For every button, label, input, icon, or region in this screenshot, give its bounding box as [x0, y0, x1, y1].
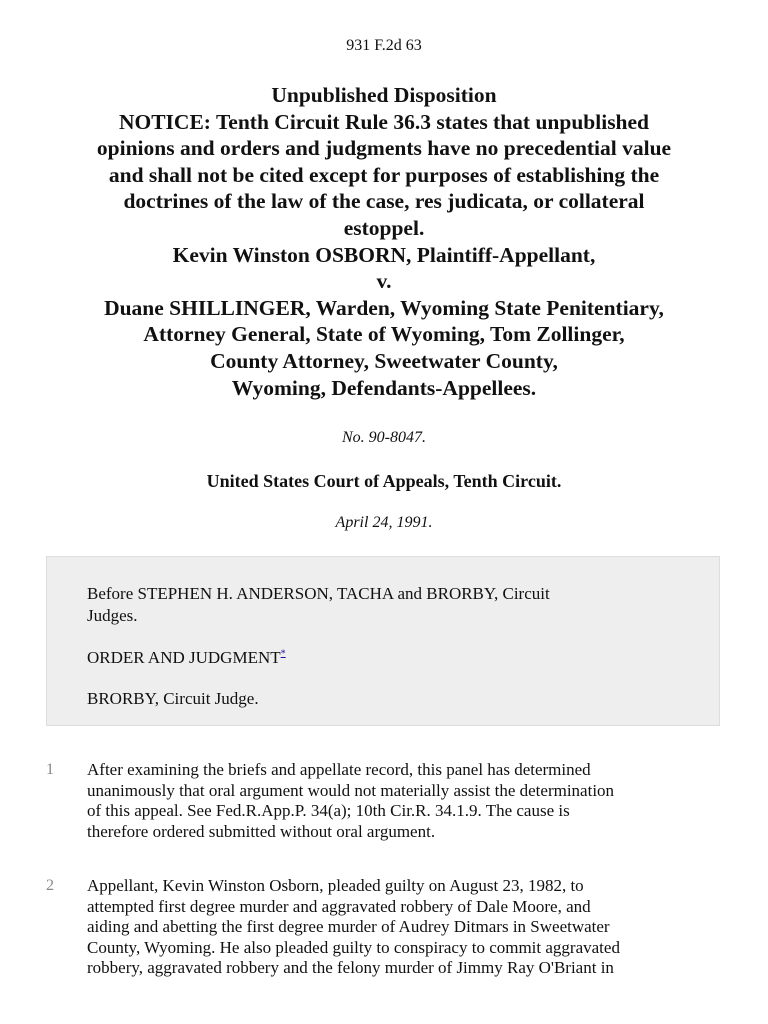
- prelim-panel: [46, 556, 720, 726]
- text-line: attempted first degree murder and aggravated robbery of Dale Moore, and: [87, 896, 591, 916]
- caption-line: NOTICE: Tenth Circuit Rule 36.3 states that unpublished: [118, 109, 650, 134]
- text-line: County, Wyoming. He also pleaded guilty to conspiracy to commit aggravated: [87, 937, 620, 957]
- caption-line: Attorney General, State of Wyoming, Tom Zollinger,: [143, 322, 625, 347]
- order-heading: [87, 647, 667, 669]
- caption-line: doctrines of the law of the case, res judicata, or collateral: [123, 189, 645, 214]
- judges-line-cont: Judges.: [87, 606, 138, 625]
- text-line: unanimously that oral argument would not materially assist the determination: [87, 780, 615, 800]
- text-line: therefore ordered submitted without oral argument.: [87, 821, 436, 841]
- caption-line: estoppel.: [343, 215, 425, 240]
- caption-line: v.: [376, 269, 392, 294]
- case-caption: [40, 82, 728, 401]
- text-line: aiding and abetting the first degree murder of Audrey Ditmars in Sweetwater: [87, 917, 610, 936]
- order-label: ORDER AND JUDGMENT: [87, 648, 281, 667]
- paragraph-number: 1: [46, 761, 54, 778]
- caption-line: Kevin Winston OSBORN, Plaintiff-Appellant,: [172, 242, 596, 267]
- caption-line: and shall not be cited except for purposes of establishing the: [108, 162, 660, 187]
- paragraph-text: [87, 876, 717, 979]
- case-citation: 931 F.2d 63: [346, 37, 422, 54]
- caption-line: County Attorney, Sweetwater County,: [210, 348, 558, 373]
- text-line: robbery, aggravated robbery and the felony murder of Jimmy Ray O'Briant in: [87, 958, 614, 977]
- decision-date: April 24, 1991.: [335, 514, 433, 531]
- paragraph-number: 2: [46, 877, 54, 894]
- text-line: After examining the briefs and appellate record, this panel has determined: [87, 760, 591, 779]
- caption-line: opinions and orders and judgments have no precedential value: [96, 136, 672, 161]
- text-line: of this appeal. See Fed.R.App.P. 34(a); 10th Cir.R. 34.1.9. The cause is: [87, 801, 570, 820]
- court-name: United States Court of Appeals, Tenth Circuit.: [206, 471, 562, 491]
- docket-number: No. 90-8047.: [342, 429, 426, 446]
- caption-line: Wyoming, Defendants-Appellees.: [231, 375, 537, 400]
- paragraph-text: [87, 760, 717, 842]
- footnote-link[interactable]: *: [280, 648, 286, 660]
- caption-line: Unpublished Disposition: [271, 83, 497, 107]
- text-line: Appellant, Kevin Winston Osborn, pleaded guilty on August 23, 1982, to: [87, 876, 584, 895]
- opinion-author: BRORBY, Circuit Judge.: [87, 689, 259, 708]
- judges-line: Before STEPHEN H. ANDERSON, TACHA and BRORBY, Circuit: [87, 584, 550, 603]
- caption-line: Duane SHILLINGER, Warden, Wyoming State Penitentiary,: [104, 295, 664, 320]
